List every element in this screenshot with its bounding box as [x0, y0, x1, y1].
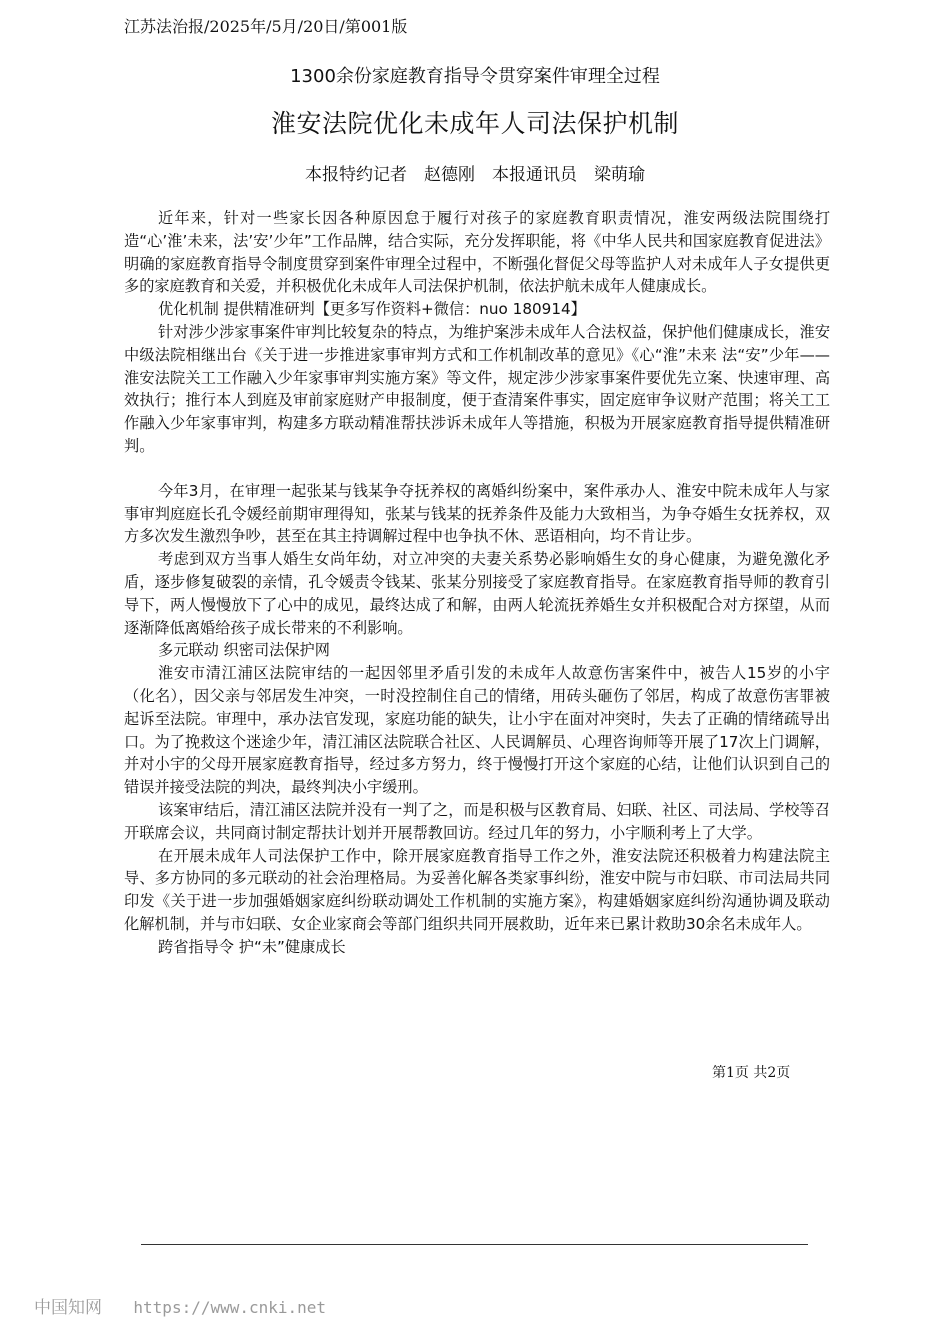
article-body: [124, 207, 830, 959]
footer: [34, 1293, 326, 1318]
article-title: 淮安法院优化未成年人司法保护机制: [270, 109, 679, 138]
paragraph: 在开展未成年人司法保护工作中，除开展家庭教育指导工作之外，淮安法院还积极着力构建法院主导、多方协同的多元联动的社会治理格局。为妥善化解各类家事纠纷，淮安中院与市妇联、市司法局共同印发《关于进一步加强婚姻家庭纠纷联动调处工作机制的实施方案》，构建婚姻家庭纠纷沟通协调及联动化解机制，并与市妇联、女企业家商会等部门组织共同开展救助，近年来已累计救助30余名未成年人。: [124, 846, 830, 933]
article-subtitle: 1300余份家庭教育指导令贯穿案件审理全过程: [290, 66, 660, 87]
page-number: 第1页 共2页: [712, 1065, 791, 1081]
footer-url-link[interactable]: https://www.cnki.net: [133, 1298, 327, 1317]
paragraph: 考虑到双方当事人婚生女尚年幼，对立冲突的夫妻关系势必影响婚生女的身心健康，为避免激化矛盾，逐步修复破裂的亲情，孔令媛责令钱某、张某分别接受了家庭教育指导。在家庭教育指导师的教育引导下，两人慢慢放下了心中的成见，最终达成了和解，由两人轮流抚养婚生女并积极配合对方探望，从而逐渐降低离婚给孩子成长带来的不利影响。: [124, 550, 830, 637]
source-line: 江苏法治报/2025年/5月/20日/第001版: [124, 17, 408, 36]
section-heading-cross-province: 跨省指导令 护“未”健康成长: [158, 937, 346, 956]
section-heading-linkage: 多元联动 织密司法保护网: [158, 641, 330, 660]
paragraph: 该案审结后，清江浦区法院并没有一判了之，而是积极与区教育局、妇联、社区、司法局、学校等召开联席会议，共同商讨制定帮扶计划并开展帮教回访。经过几年的努力，小宇顺利考上了大学。: [124, 800, 830, 842]
paragraph-gap: [124, 458, 830, 480]
paragraph: 今年3月，在审理一起张某与钱某争夺抚养权的离婚纠纷案中，案件承办人、淮安中院未成年人与家事审判庭庭长孔令媛经前期审理得知，张某与钱某的抚养条件及能力大致相当，为争夺婚生女抚养权，双方多次发生激烈争吵，甚至在其主持调解过程中也争执不休、恶语相向，均不肯让步。: [124, 481, 830, 546]
section-heading-optimize: 优化机制 提供精准研判【更多写作资料+微信：nuo 180914】: [158, 300, 586, 319]
paragraph-intro: 近年来，针对一些家长因各种原因怠于履行对孩子的家庭教育职责情况，淮安两级法院围绕打造“心’淮’未来，法’安’少年”工作品牌，结合实际，充分发挥职能，将《中华人民共和国家庭教育促进法》明确的家庭教育指导令制度贯穿到案件审理全过程中，不断强化督促父母等监护人对未成年人子女提供更多的家庭教育和关爱，并积极优化未成年人司法保护机制，依法护航未成年人健康成长。: [124, 209, 830, 296]
article-byline: 本报特约记者 赵德刚 本报通讯员 梁萌瑜: [305, 165, 645, 185]
footer-brand: 中国知网: [34, 1298, 102, 1318]
paragraph: 淮安市清江浦区法院审结的一起因邻里矛盾引发的未成年人故意伤害案件中，被告人15岁的小宇（化名），因父亲与邻居发生冲突，一时没控制住自己的情绪，用砖头砸伤了邻居，构成了故意伤害罪被起诉至法院。审理中，承办法官发现，家庭功能的缺失，让小宇在面对冲突时，失去了正确的情绪疏导出口。为了挽救这个迷途少年，清江浦区法院联合社区、人民调解员、心理咨询师等开展了17次上门调解，并对小宇的父母开展家庭教育指导，经过多方努力，终于慢慢打开这个家庭的心结，让他们认识到自己的错误并接受法院的判决，最终判决小宇缓刑。: [124, 664, 830, 797]
paragraph: 针对涉少涉家事案件审判比较复杂的特点，为维护案涉未成年人合法权益，保护他们健康成长，淮安中级法院相继出台《关于进一步推进家事审判方式和工作机制改革的意见》《心“淮”未来 法“安”少年——淮安法院关工工作融入少年家事审判实施方案》等文件，规定涉少涉家事案件要优先立案、快速审理、高效执行；推行本人到庭及审前家庭财产申报制度，便于查清案件事实，固定庭审争议财产范围；将关工工作融入少年家事审判，构建多方联动精准帮扶涉诉未成年人等措施，积极为开展家庭教育指导提供精准研判。: [124, 322, 830, 455]
footer-divider: [141, 1244, 808, 1245]
